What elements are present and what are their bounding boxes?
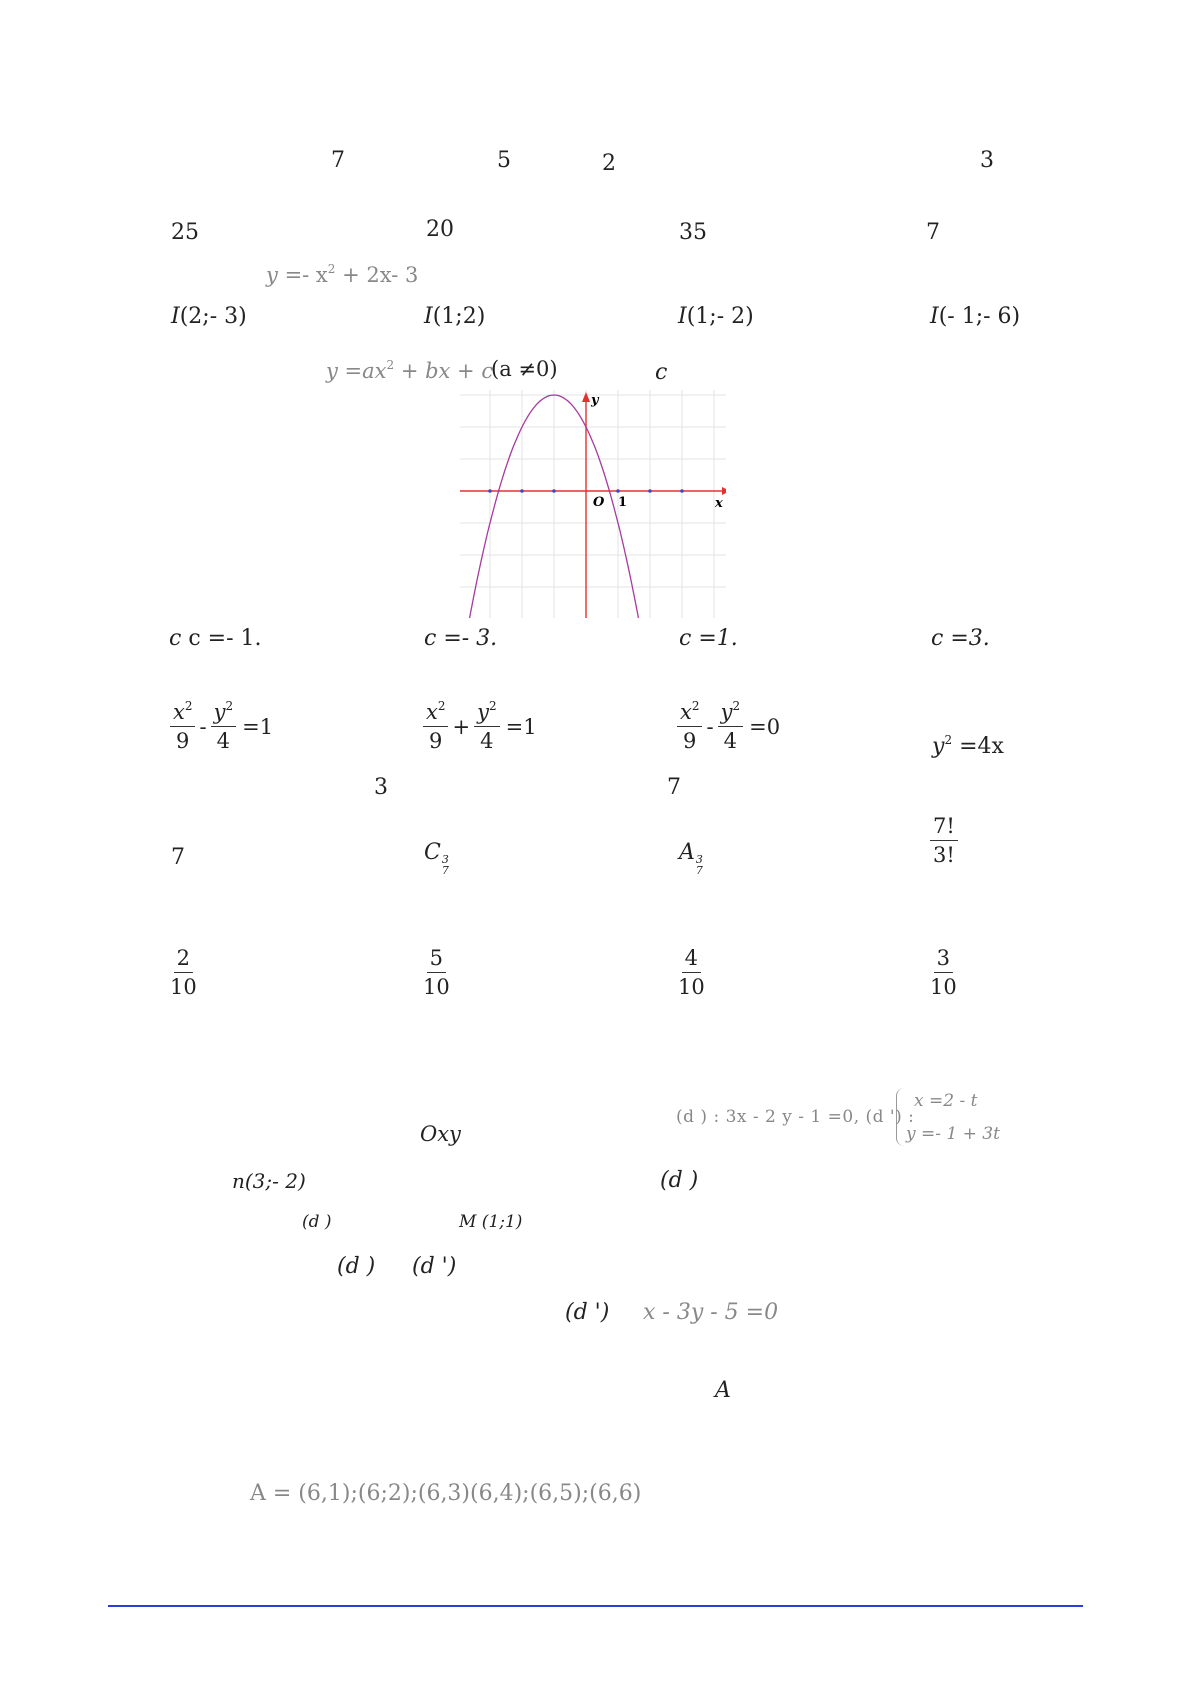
vertex-option-d: I(- 1;- 6) [930, 304, 1021, 329]
x-axis-label: x [715, 496, 723, 511]
number-7-q5: 7 [667, 775, 681, 800]
parabola-equation: $y =- x^2 + 2x-$ 3 [266, 262, 419, 287]
x-axis-tick [520, 489, 524, 493]
tick-label-1: 1 [618, 495, 628, 510]
count-option-d: $\frac{7!}{3!}$ [930, 814, 958, 867]
number-3: 3 [980, 148, 994, 173]
vertex-option-a: I(2;- 3) [171, 304, 247, 329]
conic-option-c: $\frac{x^2}{9}$ - $\frac{y^2}{4}$ =0 [677, 700, 780, 753]
line-d-ref: (d ) [660, 1168, 699, 1193]
conic-option-a: $\frac{x^2}{9}$ - $\frac{y^2}{4}$ =1 [170, 700, 273, 753]
count-option-a: 7 [171, 845, 185, 870]
probability-option-b: $\frac{5}{10}$ [423, 946, 450, 1000]
vertex-option-c: I(1;- 2) [678, 304, 754, 329]
line-d-prime-label: (d ') [412, 1254, 457, 1279]
c-option-d: c =3. [931, 626, 990, 651]
number-3-q5: 3 [374, 775, 388, 800]
parabola-graph [460, 390, 726, 618]
number-2: 2 [602, 151, 616, 176]
x-axis-tick [648, 489, 652, 493]
point-m: M (1;1) [459, 1212, 523, 1232]
vertex-option-b: I(1;2) [424, 304, 486, 329]
x-axis-arrow [722, 487, 726, 495]
answer-d: 7 [926, 220, 940, 245]
normal-vector: n(3;- 2) [232, 1169, 306, 1193]
footer-rule [108, 1605, 1083, 1607]
system-line-2: y =- 1 + 3t [906, 1124, 1000, 1144]
line-d-label: (d ) [337, 1254, 376, 1279]
c-option-b: c =- 3. [424, 626, 498, 651]
event-a-label: A [715, 1378, 731, 1403]
x-axis-tick [680, 489, 684, 493]
conic-option-b: $\frac{x^2}{9}$ + $\frac{y^2}{4}$ =1 [423, 700, 537, 753]
line-d-equation: (d ) : 3x - 2 y - 1 =0, (d ') : [676, 1107, 915, 1127]
x-axis-tick [616, 489, 620, 493]
system-line-1: x =2 - t [914, 1091, 978, 1111]
oxy-label: Oxy [420, 1122, 461, 1146]
answer-b: 20 [426, 217, 454, 242]
c-option-c: c =1. [679, 626, 738, 651]
line-d-prime-ref: (d ') [565, 1300, 610, 1325]
x-axis-tick [552, 489, 556, 493]
probability-option-a: $\frac{2}{10}$ [170, 946, 197, 1000]
probability-option-c: $\frac{4}{10}$ [678, 946, 705, 1000]
y-axis-label: y [591, 393, 599, 408]
number-7: 7 [331, 148, 345, 173]
number-5: 5 [497, 148, 511, 173]
line-d-ref-2: (d ) [302, 1212, 332, 1232]
event-a-set: A = (6,1);(6;2);(6,3)(6,4);(6,5);(6,6) [250, 1481, 642, 1506]
x-axis-tick [488, 489, 492, 493]
origin-label: O [593, 495, 605, 510]
c-option-a: c c =- 1. [169, 626, 262, 651]
quadratic-general-equation: $y =ax^2$ + bx + c [326, 358, 494, 383]
count-option-c: A 3 7 [679, 840, 703, 877]
answer-c: 35 [679, 220, 707, 245]
probability-option-d: $\frac{3}{10}$ [930, 946, 957, 1000]
condition-a-nonzero: (a ≠0) [491, 357, 558, 381]
answer-a: 25 [171, 220, 199, 245]
y-axis-arrow [582, 392, 590, 402]
conic-option-d: $y^2 =4x$ [932, 733, 1004, 759]
count-option-b: C 3 7 [424, 840, 449, 877]
line-d-prime-equation: x - 3y - 5 =0 [643, 1300, 779, 1325]
variable-c: c [655, 360, 668, 385]
